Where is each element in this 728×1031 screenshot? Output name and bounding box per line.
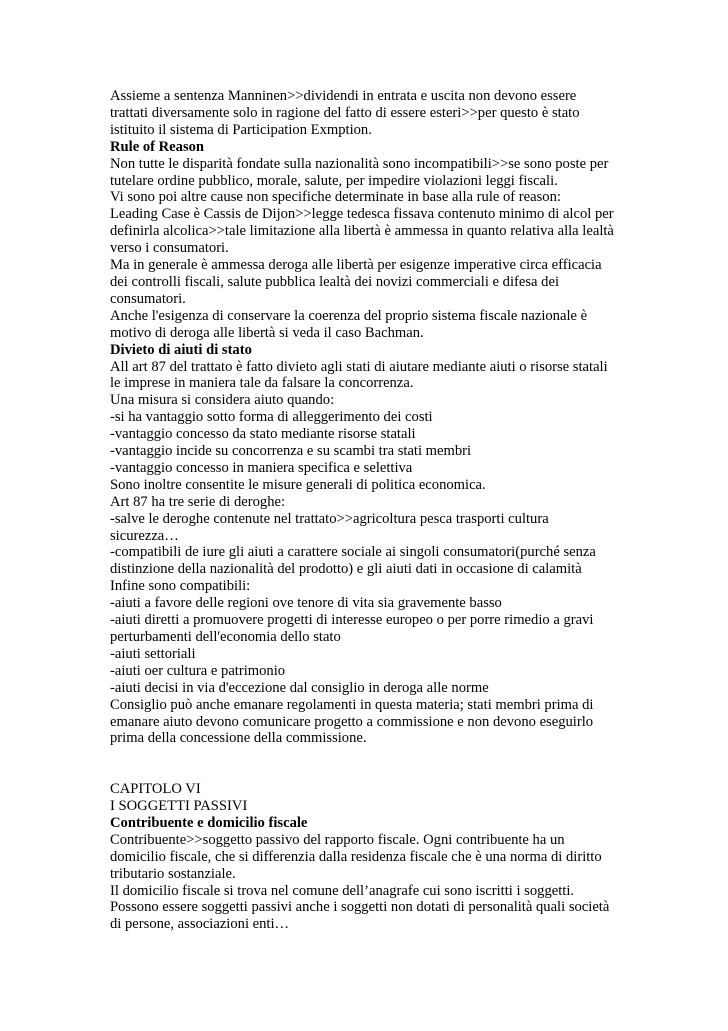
text-line: Assieme a sentenza Manninen>>dividendi in entrata e uscita non devono essere [110, 88, 577, 104]
text-line: tutelare ordine pubblico, morale, salute, per impedire violazioni leggi fiscali. [110, 172, 558, 189]
text-line: Infine sono compatibili: [110, 578, 251, 595]
text-line: motivo di deroga alle libertà si veda il caso Bachman. [110, 324, 424, 341]
text-line: Una misura si considera aiuto quando: [110, 392, 335, 409]
text-line: prima della concessione della commissione. [110, 730, 367, 747]
section-heading: Contribuente e domicilio fiscale [110, 814, 308, 831]
text-line: trattati diversamente solo in ragione del fatto di essere esteri>>per questo è stato [110, 104, 580, 121]
text-line: -vantaggio concesso in maniera specifica e selettiva [110, 459, 413, 476]
text-line: Leading Case è Cassis de Dijon>>legge tedesca fissava contenuto minimo di alcol per [110, 206, 614, 223]
text-line: All art 87 del trattato è fatto divieto agli stati di aiutare mediante aiuti o risorse statali [110, 358, 608, 375]
text-line: consumatori. [110, 290, 186, 307]
text-line: di persone, associazioni enti… [110, 916, 290, 933]
text-line: definirla alcolica>>tale limitazione alla libertà è ammessa in quanto relativa alla lealtà [110, 223, 614, 240]
text-line: Art 87 ha tre serie di deroghe: [110, 493, 286, 510]
text-line: domicilio fiscale, che si differenzia dalla residenza fiscale che è una norma di diritto [110, 848, 602, 865]
text-line: -compatibili de iure gli aiuti a carattere sociale ai singoli consumatori(purché senza [110, 544, 596, 561]
paragraph-gap [110, 747, 630, 781]
text-line: -aiuti a favore delle regioni ove tenore di vita sia gravemente basso [110, 595, 502, 612]
document-page [110, 88, 630, 933]
text-line: Vi sono poi altre cause non specifiche determinate in base alla rule of reason: [110, 189, 561, 206]
text-line: distinzione della nazionalità del prodotto) e gli aiuti dati in occasione di calamità [110, 561, 582, 578]
text-line: CAPITOLO VI [110, 781, 201, 798]
text-line: -aiuti oer cultura e patrimonio [110, 662, 286, 679]
text-line: istituito il sistema di Participation Exmption. [110, 121, 372, 138]
text-line: -aiuti diretti a promuovere progetti di interesse europeo o per porre rimedio a gravi [110, 612, 594, 629]
text-line: -aiuti decisi in via d'eccezione dal consiglio in deroga alle norme [110, 679, 489, 696]
text-line: I SOGGETTI PASSIVI [110, 798, 248, 815]
text-line: Il domicilio fiscale si trova nel comune dell’anagrafe cui sono iscritti i soggetti. [110, 882, 575, 899]
text-line: tributario sostanziale. [110, 865, 236, 882]
text-line: Consiglio può anche emanare regolamenti in questa materia; stati membri prima di [110, 696, 594, 713]
text-line: sicurezza… [110, 527, 179, 544]
text-line: -salve le deroghe contenute nel trattato>>agricoltura pesca trasporti cultura [110, 510, 549, 527]
text-line: -vantaggio concesso da stato mediante risorse statali [110, 426, 416, 443]
text-line: emanare aiuto devono comunicare progetto a commissione e non devono eseguirlo [110, 713, 594, 730]
text-line: dei controlli fiscali, salute pubblica lealtà dei novizi commerciali e difesa dei [110, 273, 559, 290]
text-line: -vantaggio incide su concorrenza e su scambi tra stati membri [110, 443, 472, 460]
section-heading: Rule of Reason [110, 138, 205, 155]
text-line: Anche l'esigenza di conservare la coerenza del proprio sistema fiscale nazionale è [110, 307, 588, 324]
text-line: le imprese in maniera tale da falsare la concorrenza. [110, 375, 414, 392]
text-line: Contribuente>>soggetto passivo del rapporto fiscale. Ogni contribuente ha un [110, 831, 565, 848]
text-line: Sono inoltre consentite le misure generali di politica economica. [110, 476, 486, 493]
text-line: verso i consumatori. [110, 240, 229, 257]
text-line: -si ha vantaggio sotto forma di alleggerimento dei costi [110, 409, 433, 426]
text-line: Ma in generale è ammessa deroga alle libertà per esigenze imperative circa efficacia [110, 257, 602, 274]
text-line: perturbamenti dell'economia dello stato [110, 629, 341, 645]
text-line: Non tutte le disparità fondate sulla nazionalità sono incompatibili>>se sono poste per [110, 155, 609, 172]
text-line: Possono essere soggetti passivi anche i soggetti non dotati di personalità quali società [110, 899, 610, 916]
text-line: -aiuti settoriali [110, 645, 196, 662]
section-heading: Divieto di aiuti di stato [110, 341, 252, 358]
